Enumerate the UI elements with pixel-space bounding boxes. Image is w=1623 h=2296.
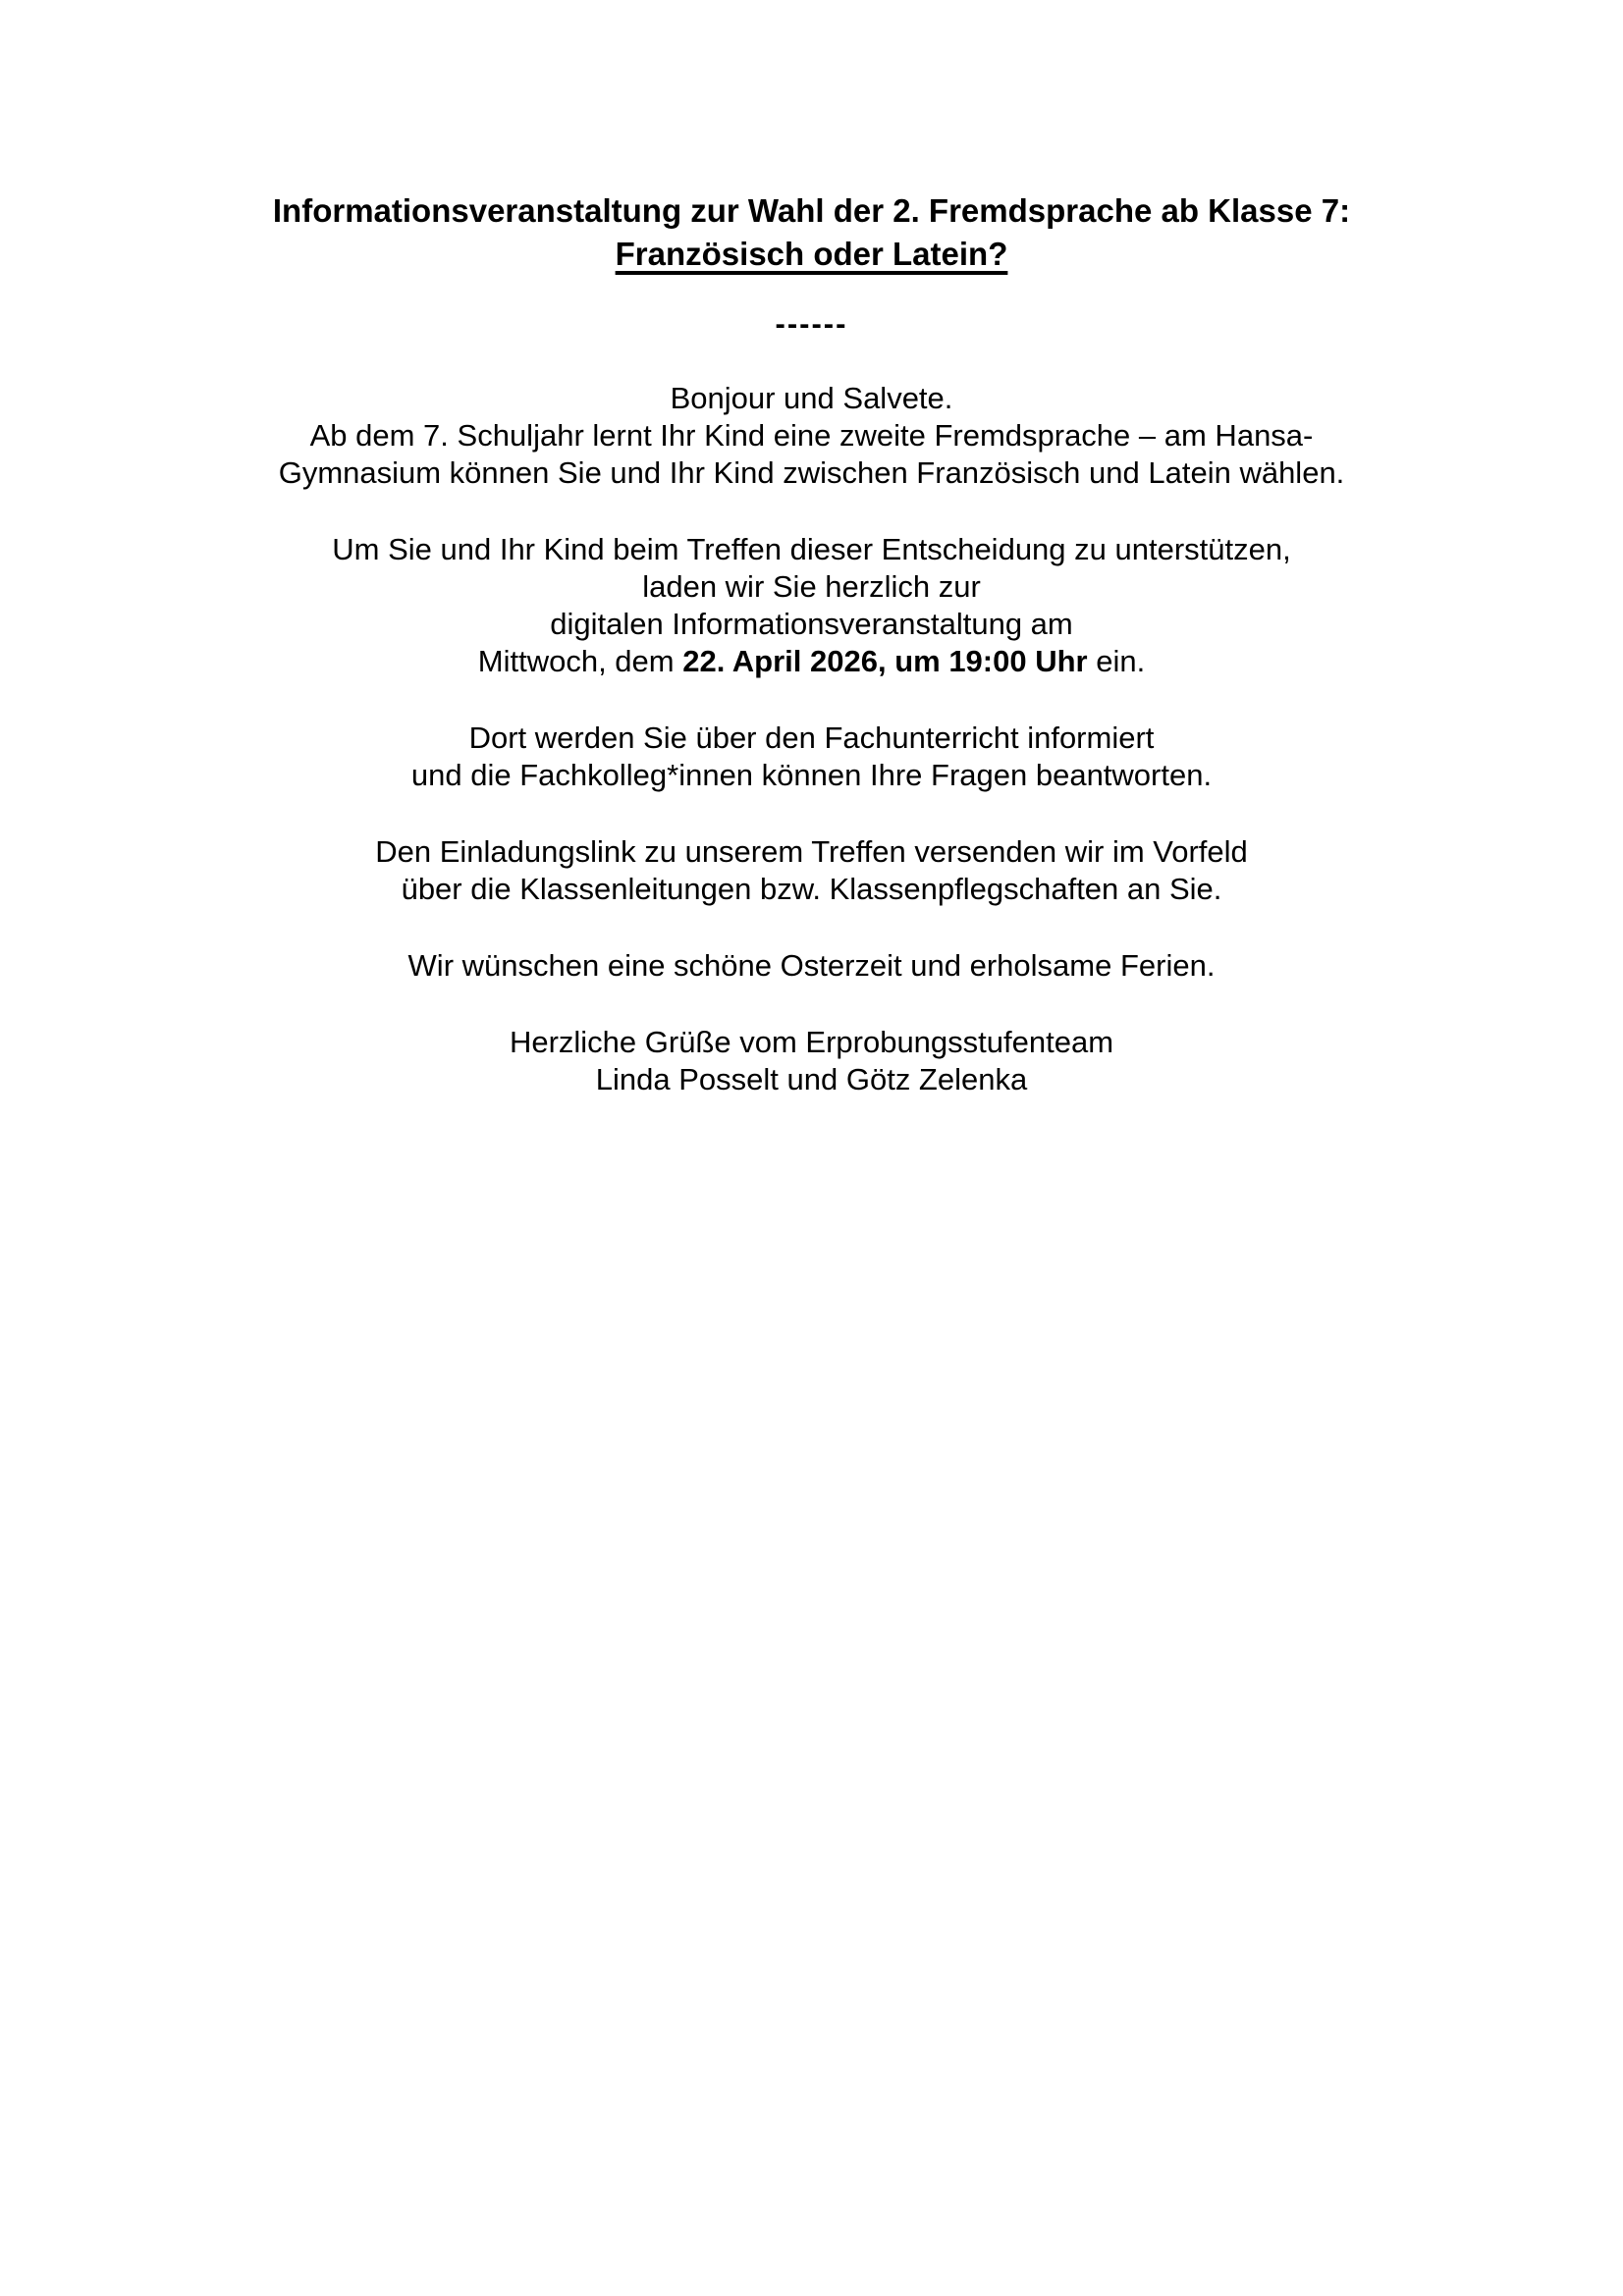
invitation-line-3: digitalen Informationsveranstaltung am	[550, 607, 1073, 641]
signoff-paragraph	[0, 1024, 1623, 1098]
wishes-line-1: Wir wünschen eine schöne Osterzeit und erholsame Ferien.	[407, 948, 1216, 983]
invitation-line-2: laden wir Sie herzlich zur	[642, 569, 981, 604]
invitation-date-bold: 22. April 2026, um 19:00 Uhr	[682, 644, 1088, 678]
link-line-1: Den Einladungslink zu unserem Treffen versenden wir im Vorfeld	[375, 834, 1248, 869]
greeting-line-1: Bonjour und Salvete.	[670, 381, 953, 415]
wishes-paragraph	[0, 947, 1623, 985]
document-title-line2	[0, 233, 1623, 276]
document-title-subtitle-underlined: Französisch oder Latein?	[615, 236, 1008, 272]
document-title	[0, 189, 1623, 276]
link-paragraph	[0, 833, 1623, 908]
invitation-paragraph	[0, 531, 1623, 680]
info-line-2: und die Fachkolleg*innen können Ihre Fragen beantworten.	[410, 758, 1213, 792]
document-title-line1: Informationsveranstaltung zur Wahl der 2. Fremdsprache ab Klasse 7:	[272, 192, 1351, 229]
signoff-line-1: Herzliche Grüße vom Erprobungsstufenteam	[509, 1025, 1114, 1059]
invitation-date-suffix: ein.	[1087, 644, 1146, 678]
info-line-1: Dort werden Sie über den Fachunterricht informiert	[468, 721, 1155, 755]
signoff-line-2: Linda Posselt und Götz Zelenka	[595, 1062, 1028, 1096]
greeting-line-2: Ab dem 7. Schuljahr lernt Ihr Kind eine zweite Fremdsprache – am Hansa-	[309, 418, 1314, 453]
separator-dashes: ------	[775, 306, 848, 341]
greeting-paragraph	[0, 380, 1623, 492]
info-paragraph	[0, 720, 1623, 794]
invitation-date-line	[0, 643, 1623, 680]
invitation-line-1: Um Sie und Ihr Kind beim Treffen dieser Entscheidung zu unterstützen,	[332, 532, 1291, 566]
greeting-line-3: Gymnasium können Sie und Ihr Kind zwischen Französisch und Latein wählen.	[278, 455, 1345, 490]
invitation-date-prefix: Mittwoch, dem	[477, 644, 683, 678]
link-line-2: über die Klassenleitungen bzw. Klassenpflegschaften an Sie.	[401, 872, 1222, 906]
